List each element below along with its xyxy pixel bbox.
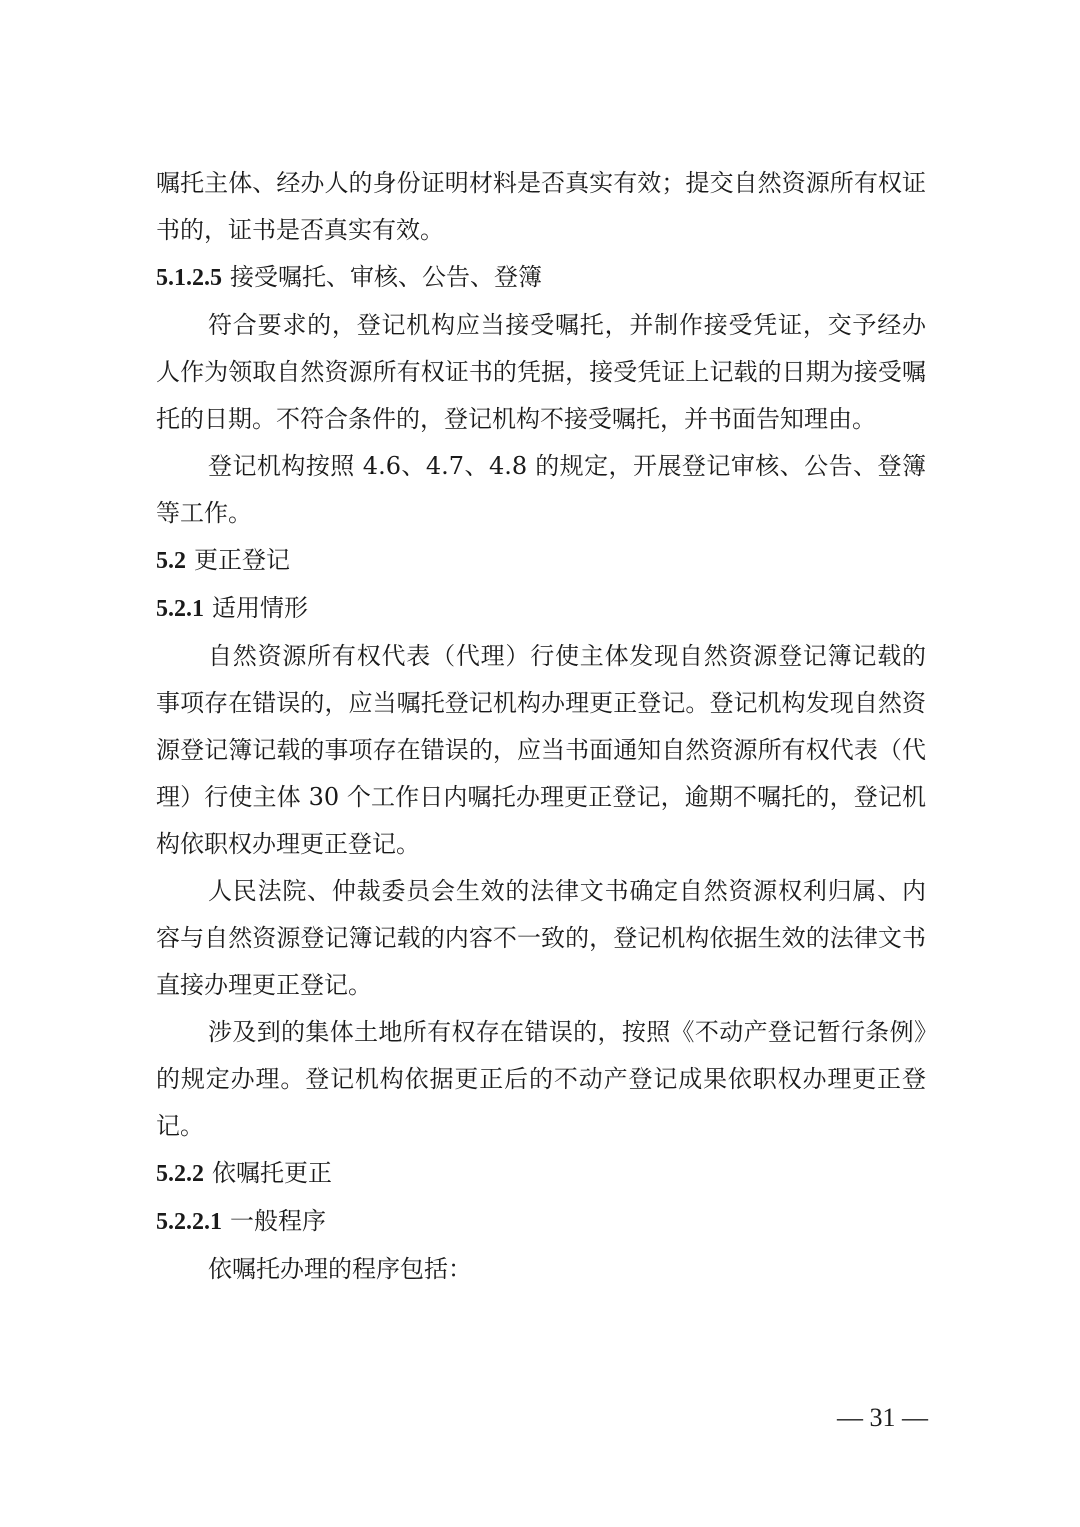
- section-title: 依嘱托更正: [212, 1159, 332, 1187]
- body-paragraph: 符合要求的，登记机构应当接受嘱托，并制作接受凭证，交予经办人作为领取自然资源所有权证书的凭据，接受凭证上记载的日期为接受嘱托的日期。不符合条件的，登记机构不接受嘱托，并书面告知理由。: [156, 311, 926, 433]
- section-number: 5.2.1: [156, 596, 204, 622]
- section-number: 5.2.2: [156, 1161, 204, 1187]
- section-heading: [156, 254, 926, 302]
- body-paragraph: 依嘱托办理的程序包括：: [208, 1255, 472, 1283]
- section-title: 一般程序: [230, 1207, 326, 1235]
- page-number: — 31 —: [837, 1403, 928, 1432]
- section-heading: [156, 537, 926, 585]
- body-paragraph: 自然资源所有权代表（代理）行使主体发现自然资源登记簿记载的事项存在错误的，应当嘱托登记机构办理更正登记。登记机构发现自然资源登记簿记载的事项存在错误的，应当书面通知自然资源所有权代表（代理）行使主体 30 个工作日内嘱托办理更正登记，逾期不嘱托的，登记机构依职权办理更正登记。: [156, 642, 926, 858]
- section-number: 5.1.2.5: [156, 265, 222, 291]
- section-title: 接受嘱托、审核、公告、登簿: [230, 263, 542, 291]
- body-paragraph: 人民法院、仲裁委员会生效的法律文书确定自然资源权利归属、内容与自然资源登记簿记载的内容不一致的，登记机构依据生效的法律文书直接办理更正登记。: [156, 877, 926, 999]
- section-heading: [156, 585, 926, 633]
- section-title: 适用情形: [212, 594, 308, 622]
- section-number: 5.2.2.1: [156, 1209, 222, 1235]
- section-heading: [156, 1198, 926, 1246]
- section-heading: [156, 1150, 926, 1198]
- body-paragraph: 涉及到的集体土地所有权存在错误的，按照《不动产登记暂行条例》的规定办理。登记机构依据更正后的不动产登记成果依职权办理更正登记。: [156, 1018, 926, 1140]
- section-number: 5.2: [156, 548, 186, 574]
- section-title: 更正登记: [194, 546, 290, 574]
- document-body: [156, 160, 926, 1293]
- body-paragraph: 登记机构按照 4.6、4.7、4.8 的规定，开展登记审核、公告、登簿等工作。: [156, 452, 926, 527]
- body-paragraph: 嘱托主体、经办人的身份证明材料是否真实有效；提交自然资源所有权证书的，证书是否真实有效。: [156, 169, 926, 244]
